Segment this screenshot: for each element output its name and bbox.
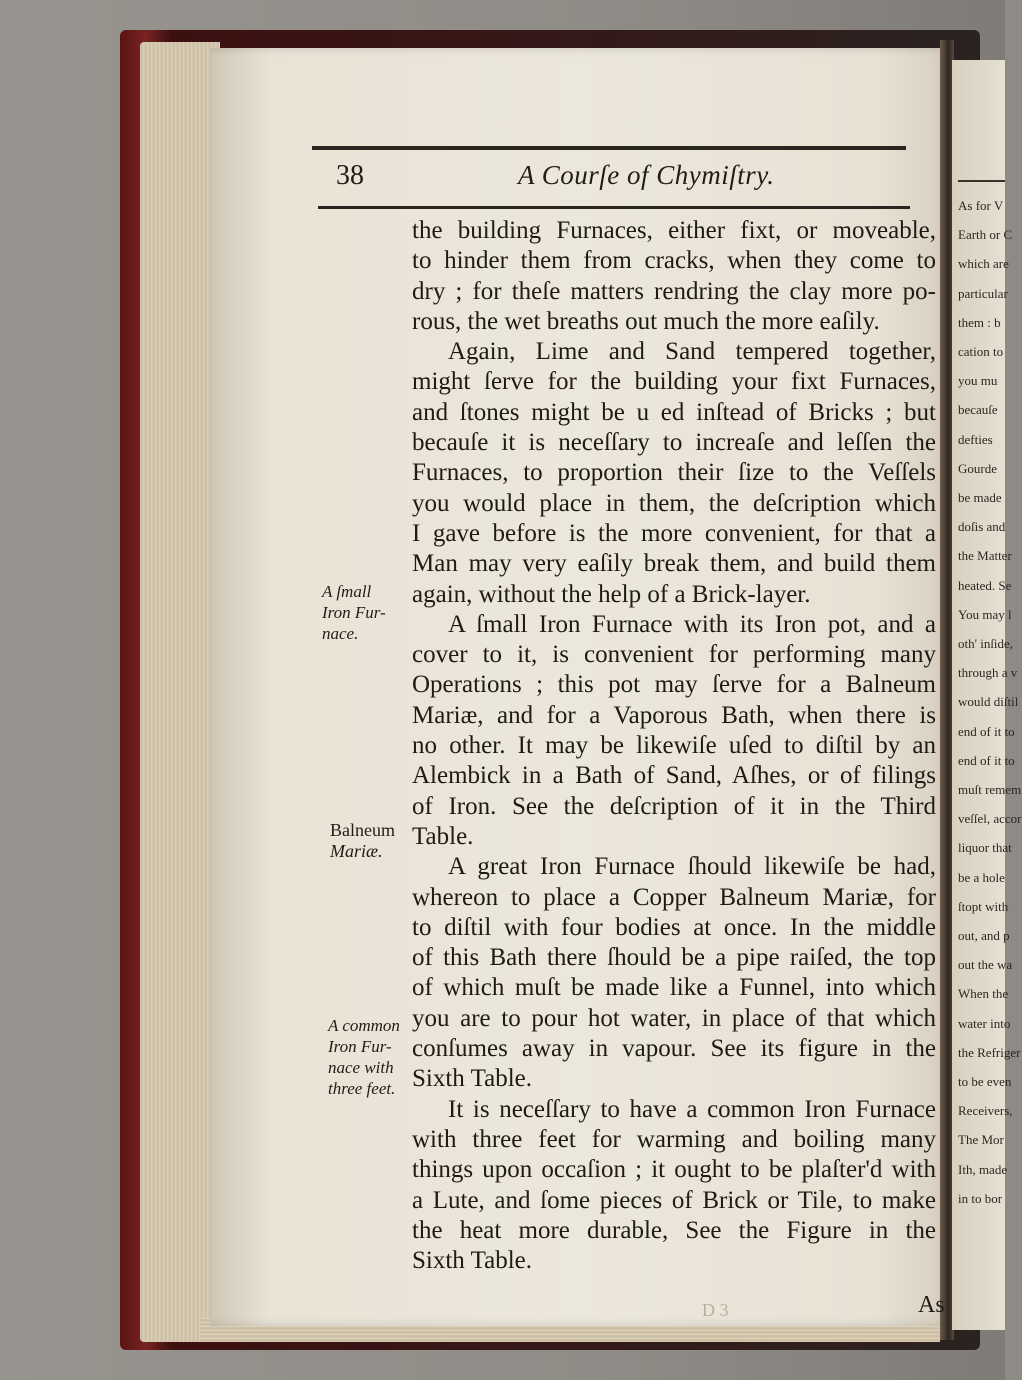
paragraph (412, 337, 936, 610)
facing-page-line: Earth or C (958, 227, 1013, 243)
text-line: Again, Lime and Sand tempered together, (448, 338, 936, 366)
catchword: As (918, 1292, 945, 1318)
page-number: 38 (336, 160, 364, 191)
margin-note-line: Balneum (330, 820, 395, 840)
facing-page-line: would diſtil (958, 694, 1019, 710)
text-line: things upon occaſion ; it ought to be plaſter'd with (412, 1156, 936, 1184)
text-line: of Iron. See the deſcription of it in the Third (412, 792, 936, 820)
facing-page-line: end of it to (958, 723, 1015, 739)
facing-page-line: ſtopt with (958, 898, 1009, 914)
facing-page-line: becauſe (958, 402, 998, 418)
text-line: A ſmall Iron Furnace with its Iron pot, and a (448, 610, 936, 638)
signature-mark: D 3 (702, 1300, 729, 1320)
text-line: to diſtil with four bodies at once. In the middle (412, 913, 936, 941)
text-line: Alembick in a Bath of Sand, Aſhes, or of filings (412, 762, 936, 790)
paragraph (412, 216, 936, 337)
text-line: of which muſt be made like a Funnel, into which (412, 974, 936, 1002)
facing-page-line: the Refriger (958, 1044, 1021, 1060)
paragraph (412, 852, 936, 1094)
text-line: Furnaces, to proportion their ſize to the Veſſels (412, 459, 936, 487)
margin-note-line: three feet. (328, 1079, 396, 1098)
margin-note-balneum-mariae (330, 820, 395, 862)
facing-page-line: in to bor (958, 1190, 1003, 1206)
margin-note-line: A common (328, 1016, 400, 1035)
text-line: the building Furnaces, either fixt, or moveable, (412, 217, 936, 244)
margin-note-line: Iron Fur- (328, 1037, 392, 1056)
text-line: whereon to place a Copper Balneum Mariæ, for (412, 883, 936, 911)
text-line: Sixth Table. (412, 1247, 533, 1275)
margin-note-line: A ſmall (322, 582, 372, 601)
margin-note-small-iron-furnace (322, 581, 386, 644)
facing-page-line: particular (958, 285, 1008, 301)
facing-page-line: be made (958, 490, 1002, 505)
page-edges-left (140, 42, 220, 1342)
text-line: Sixth Table. (412, 1065, 533, 1093)
margin-note-line: nace. (322, 624, 359, 643)
facing-page-line: Gourde (958, 460, 997, 476)
text-line: again, without the help of a Brick-layer. (412, 580, 811, 608)
text-line: conſumes away in vapour. See its figure in the (412, 1035, 936, 1063)
text-line: rous, the wet breaths out much the more eaſily. (412, 307, 880, 335)
facing-page-line: you mu (958, 373, 998, 389)
facing-page-line: heated. Se (958, 577, 1012, 593)
text-line: and ſtones might be u ed inſtead of Bricks ; but (412, 398, 936, 426)
text-line: cover to it, is convenient for performing many (412, 641, 936, 669)
facing-page-line: through a v (958, 665, 1018, 681)
text-line: a Lute, and ſome pieces of Brick or Tile, to make (412, 1186, 936, 1214)
facing-page-line: end of it to (958, 752, 1015, 768)
text-line: the heat more durable, See the Figure in the (412, 1216, 936, 1244)
facing-page-line: liquor that (958, 840, 1012, 856)
text-line: A great Iron Furnace ſhould likewiſe be had, (448, 853, 936, 881)
header-rule-bottom (318, 206, 910, 209)
facing-page-line: veſſel, accor (958, 811, 1022, 827)
text-line: Table. (412, 822, 474, 850)
text-line: you are to pour hot water, in place of that which (412, 1004, 936, 1032)
text-line: Man may very eaſily break them, and build them (412, 550, 936, 578)
facing-page-line: oth' inſide, (958, 636, 1014, 651)
facing-page-line: out the wa (958, 957, 1013, 973)
facing-page-line: defties (958, 431, 993, 447)
facing-page-line: Receivers, (958, 1103, 1013, 1119)
facing-page-fragment (952, 60, 1022, 1330)
facing-page-line: to be even (958, 1074, 1012, 1089)
text-line: Operations ; this pot may ſerve for a Balneum (412, 671, 936, 699)
facing-page-line: When the (958, 986, 1009, 1002)
margin-note-line: nace with (328, 1058, 394, 1077)
text-line: with three feet for warming and boiling many (412, 1125, 936, 1153)
facing-page-rule (958, 180, 1005, 182)
facing-page-line: The Mor (958, 1132, 1004, 1148)
text-line: dry ; for theſe matters rendring the clay more po- (412, 277, 936, 305)
facing-page-line: which are (958, 256, 1009, 272)
facing-page-line: doſis and (958, 519, 1006, 535)
text-line: It is neceſſary to have a common Iron Furnace (448, 1095, 936, 1123)
text-line: you would place in them, the deſcription which (412, 489, 936, 517)
text-line: might ſerve for the building your fixt Furnaces, (412, 368, 936, 396)
header-rule-top (312, 146, 906, 150)
text-line: Mariæ, and for a Vaporous Bath, when there is (412, 701, 936, 729)
paragraph (412, 1095, 936, 1277)
body-text (412, 216, 936, 1276)
text-line: of this Bath there ſhould be a pipe raiſed, the top (412, 944, 936, 972)
margin-note-line: Iron Fur- (322, 603, 386, 622)
text-line: no other. It may be likewiſe uſed to diſtil by an (412, 732, 936, 760)
margin-note-common-iron-furnace (328, 1015, 400, 1099)
facing-page-line: As for V (958, 198, 1004, 213)
facing-page-line: You may l (958, 606, 1012, 622)
paragraph (412, 610, 936, 852)
facing-page-line: water into (958, 1015, 1011, 1031)
margin-note-line: Mariæ. (330, 841, 383, 861)
text-line: to hinder them from cracks, when they come to (412, 247, 936, 275)
facing-page-line: muſt remem (958, 782, 1022, 797)
facing-page-line: Ith, made (958, 1161, 1008, 1177)
text-line: I gave before is the more convenient, for that a (412, 519, 936, 547)
facing-page-line: them : b (958, 314, 1001, 330)
facing-page-line: be a hole (958, 869, 1005, 885)
facing-page-line: cation to (958, 344, 1004, 359)
running-head: A Courſe of Chymiſtry. (518, 160, 775, 190)
facing-page-line: out, and p (958, 928, 1010, 943)
facing-page-line: the Matter (958, 548, 1012, 564)
text-line: becauſe it is neceſſary to increaſe and leſſen the (412, 429, 936, 457)
